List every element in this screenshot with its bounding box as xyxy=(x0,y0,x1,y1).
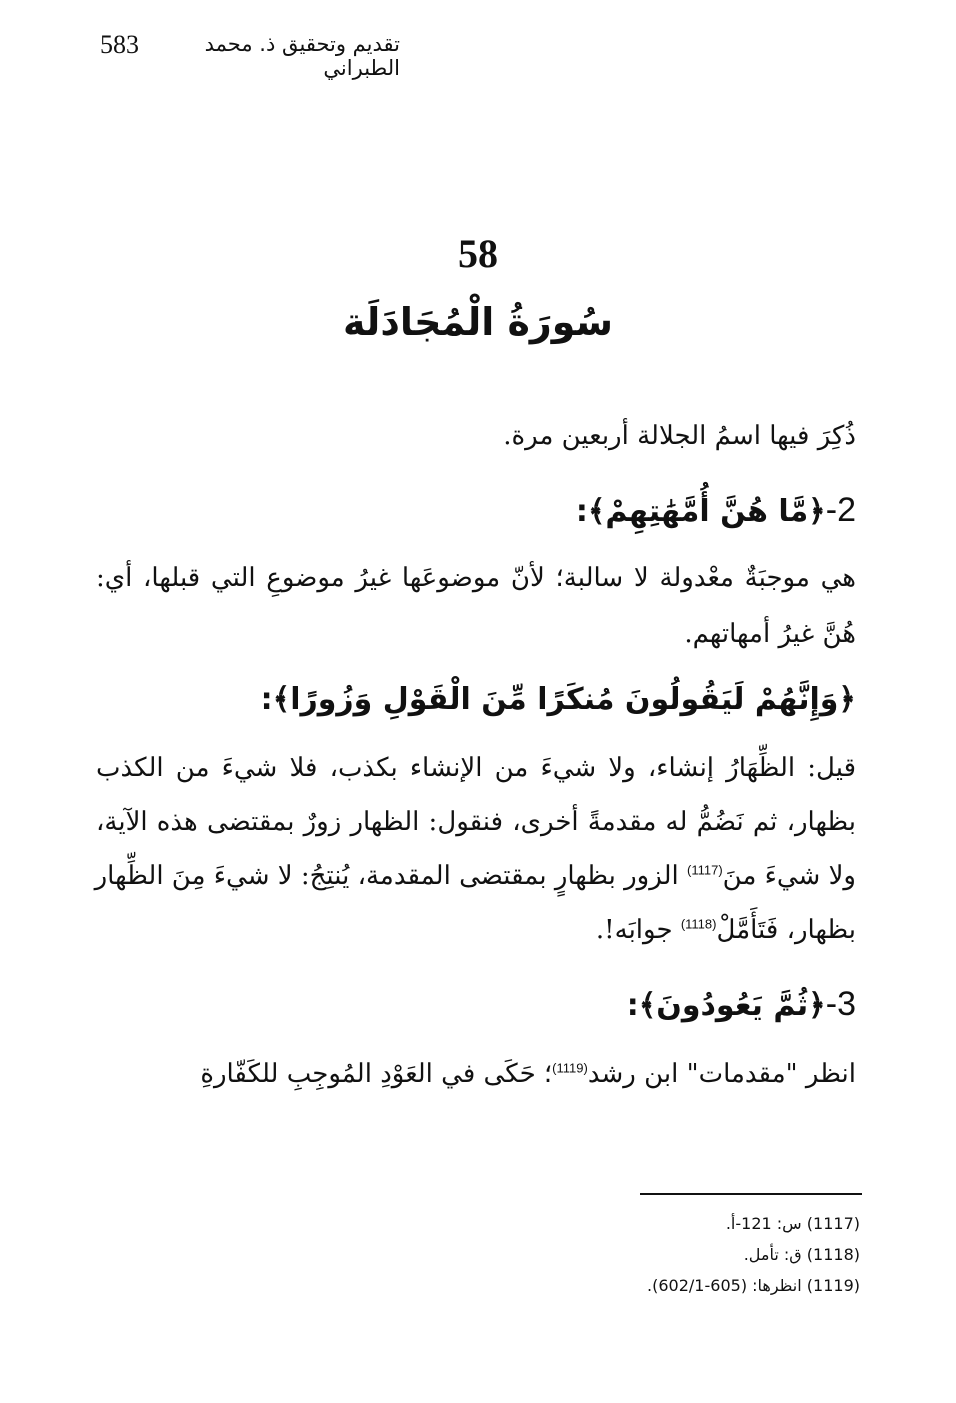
verse-heading-2 xyxy=(576,488,856,532)
intro-paragraph: ذُكِرَ فيها اسمُ الجلالة أربعين مرة. xyxy=(503,421,856,451)
verse-number: 3- xyxy=(825,985,856,1023)
footnote-marker[interactable]: (1118) xyxy=(680,916,717,932)
paragraph-line xyxy=(596,914,856,948)
footnote-1118: (1118) ق: تأمل. xyxy=(743,1245,860,1264)
footnote-marker[interactable]: (1119) xyxy=(552,1060,588,1076)
paragraph-line: هي موجبَةٌ معْدولة لا سالبة؛ لأنّ موضوعَها غيرُ موضوعِ التي قبلها، أي: xyxy=(96,563,856,593)
text-segment: الزور بظهارٍ بمقتضى المقدمة، يُنتِجُ: لا شيءَ مِنَ الظِّهار xyxy=(94,861,687,891)
verse-text: ﴿وَإِنَّهُمْ لَيَقُولُونَ مُنكَرًا مِّنَ الْقَوْلِ وَزُورًا﴾ xyxy=(272,682,856,717)
footnote-1119: (1119) انظرها: (605-602/1). xyxy=(647,1276,860,1295)
verse-heading-2b xyxy=(261,680,856,719)
paragraph-line xyxy=(200,1058,856,1092)
surah-title: سُورَةُ الْمُجَادَلَة xyxy=(343,300,613,344)
verse-colon: : xyxy=(260,682,273,717)
verse-colon: : xyxy=(575,494,588,529)
running-title: تقديم وتحقيق ذ. محمد الطبراني xyxy=(204,32,400,80)
paragraph-line xyxy=(96,860,856,894)
paragraph-line: بظهار، ثم نَضُمُّ له مقدمةً أخرى، فنقول: الظهار زورٌ بمقتضى هذه الآية، xyxy=(96,807,856,837)
text-segment: ؛ حَكَى في العَوْدِ المُوجِبِ للكَفّارةِ xyxy=(200,1059,553,1089)
verse-colon: : xyxy=(626,988,639,1023)
footnote-divider xyxy=(640,1193,862,1195)
verse-text: ﴿مَّا هُنَّ أُمَّهَٰتِهِمْ﴾ xyxy=(587,494,826,529)
footnote-marker[interactable]: (1117) xyxy=(686,862,723,878)
text-segment: ولا شيءَ منَ xyxy=(722,861,856,891)
text-segment: انظر "مقدمات" ابن رشد xyxy=(587,1059,856,1089)
verse-heading-3 xyxy=(627,982,856,1026)
text-segment: بظهار، فَتَأَمَّلْ xyxy=(716,915,856,945)
text-segment: جوابَه!. xyxy=(595,915,681,945)
surah-number: 58 xyxy=(458,231,498,276)
verse-number: 2- xyxy=(825,491,856,529)
paragraph-line: قيل: الظِّهَارُ إنشاء، ولا شيءَ من الإنشاء بكذب، فلا شيءَ من الكذب xyxy=(96,753,856,783)
footnote-1117: (1117) س: 121-أ. xyxy=(725,1214,860,1233)
verse-text: ﴿ثُمَّ يَعُودُونَ﴾ xyxy=(638,988,826,1023)
page-number: 583 xyxy=(100,30,139,59)
paragraph-line: هُنَّ غيرُ أمهاتهم. xyxy=(684,619,856,649)
